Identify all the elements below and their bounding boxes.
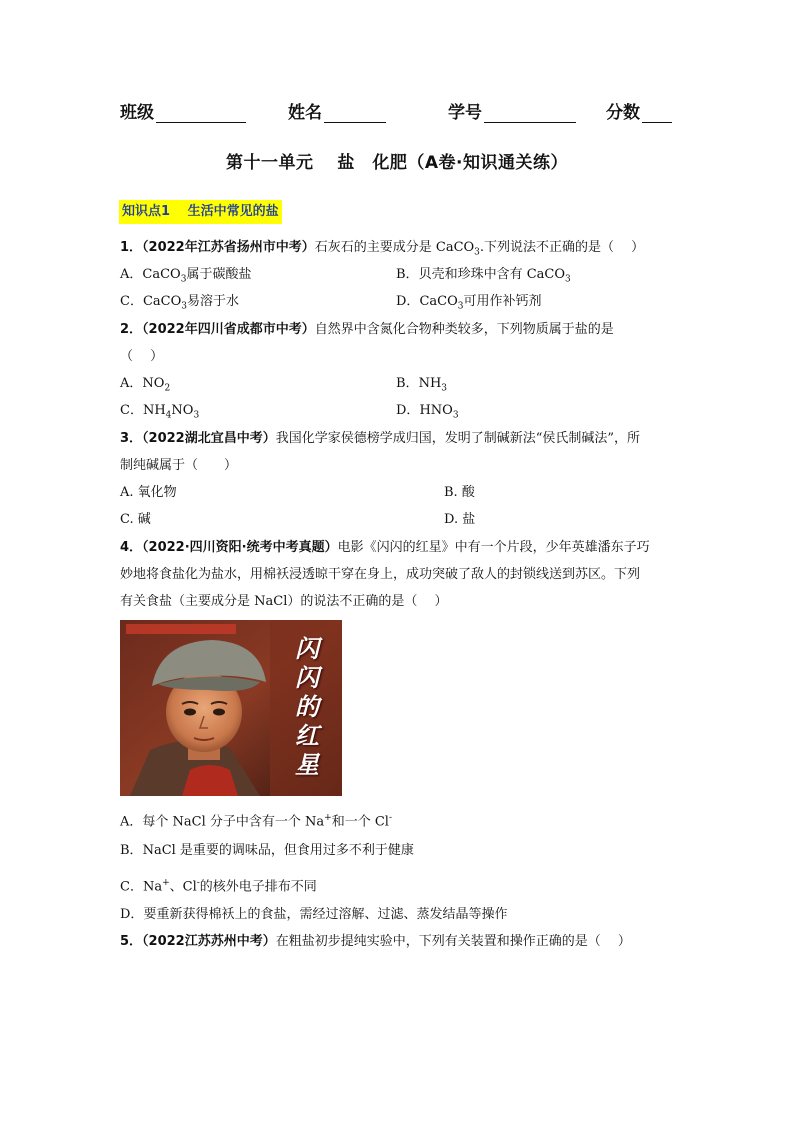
question-1-option-b[interactable]	[396, 266, 571, 289]
question-4-option-c[interactable]	[120, 874, 317, 896]
question-1-option-c[interactable]	[120, 293, 239, 316]
question-source: （2022湖北宜昌中考）	[142, 431, 276, 446]
option-text: CaCO	[142, 267, 181, 282]
question-text: 石灰石的主要成分是 CaCO	[314, 240, 475, 255]
subscript: 4	[165, 410, 172, 421]
question-5-stem	[120, 933, 631, 951]
question-text: 我国化学家侯德榜学成归国，发明了制碱新法“侯氏制碱法”，所	[275, 431, 641, 446]
option-text: 贝壳和珍珠中含有 CaCO	[418, 267, 565, 282]
option-text: 、Cl	[169, 879, 197, 895]
option-text: 氧化物	[137, 485, 177, 500]
option-label: C．	[120, 403, 143, 418]
class-label: 班级	[120, 103, 154, 123]
question-2-option-a[interactable]	[120, 375, 170, 398]
option-text: CaCO	[142, 294, 182, 309]
option-label: A．	[120, 814, 143, 830]
option-label: D．	[396, 403, 420, 418]
option-label: C．	[120, 879, 143, 895]
subscript: 3	[452, 410, 459, 421]
question-text: .下列说法不正确的是（ ）	[479, 240, 645, 255]
question-2-stem-line2: （ ）	[120, 349, 164, 364]
page-title: 第十一单元 盐 化肥（A卷·知识通关练）	[225, 153, 569, 173]
question-number: 5．	[120, 934, 143, 949]
movie-still-image	[120, 620, 342, 796]
option-label: C.	[120, 512, 138, 527]
option-text: 和一个 Cl	[331, 814, 389, 830]
option-text: 属于碳酸盐	[186, 267, 252, 282]
question-3-option-a[interactable]	[120, 484, 177, 502]
question-4-stem-line2: 妙地将食盐化为盐水，用棉袄浸透晾干穿在身上，成功突破了敌人的封锁线送到苏区。下列	[120, 567, 641, 582]
option-text: NaCl 是重要的调味品，但食用过多不利于健康	[142, 843, 414, 858]
question-source: （2022江苏苏州中考）	[142, 934, 276, 949]
class-field	[120, 98, 246, 123]
option-label: B．	[396, 267, 419, 282]
class-blank[interactable]	[156, 104, 246, 123]
option-text: 每个 NaCl 分子中含有一个 Na	[142, 814, 325, 830]
subscript: 3	[474, 247, 480, 258]
option-text: 碱	[137, 512, 151, 527]
option-label: D．	[396, 294, 420, 309]
name-field	[288, 98, 386, 123]
option-label: C．	[120, 294, 143, 309]
question-number: 4．	[120, 540, 143, 555]
question-2-option-b[interactable]	[396, 375, 447, 398]
question-1-stem	[120, 239, 644, 262]
option-label: A．	[120, 376, 143, 391]
option-label: D.	[444, 512, 463, 527]
question-text: 电影《闪闪的红星》中有一个片段，少年英雄潘东子巧	[337, 540, 650, 555]
subscript: 3	[193, 410, 200, 421]
option-text: NH	[142, 403, 166, 418]
question-4-option-d[interactable]	[120, 906, 507, 924]
option-label: D．	[120, 907, 144, 922]
subscript: 2	[164, 383, 171, 394]
subscript: 3	[181, 301, 187, 312]
name-label: 姓名	[288, 103, 322, 123]
question-3-option-b[interactable]	[444, 484, 475, 502]
question-2-stem	[120, 321, 614, 339]
question-4-stem-line3: 有关食盐（主要成分是 NaCl）的说法不正确的是（ ）	[120, 594, 448, 609]
option-text: NH	[418, 376, 442, 391]
score-field	[606, 98, 672, 123]
question-3-stem-line2: 制纯碱属于（ ）	[120, 458, 238, 473]
subscript: 3	[441, 383, 448, 394]
option-text: 酸	[461, 485, 475, 500]
option-label: A.	[120, 485, 138, 500]
question-source: （2022年四川省成都市中考）	[142, 322, 315, 337]
question-3-stem	[120, 430, 640, 448]
question-1-option-d[interactable]	[396, 293, 542, 316]
superscript: +	[162, 878, 170, 888]
option-label: B．	[396, 376, 419, 391]
option-text: Na	[142, 879, 163, 895]
option-label: B.	[444, 485, 462, 500]
question-text: 在粗盐初步提纯实验中，下列有关装置和操作正确的是（ ）	[275, 934, 631, 949]
question-4-option-a[interactable]	[120, 809, 392, 831]
option-text: CaCO	[419, 294, 458, 309]
student-info-row	[120, 98, 680, 124]
question-3-option-d[interactable]	[444, 511, 475, 529]
question-number: 2．	[120, 322, 143, 337]
question-2-option-d[interactable]	[396, 402, 459, 425]
superscript: -	[196, 878, 200, 888]
question-4-option-b[interactable]	[120, 842, 414, 860]
option-text: 易溶于水	[187, 294, 240, 309]
superscript: +	[324, 813, 332, 823]
option-text: NO	[142, 376, 165, 391]
name-blank[interactable]	[324, 104, 386, 123]
score-label: 分数	[606, 103, 640, 123]
question-1-option-a[interactable]	[120, 266, 251, 289]
option-text: 要重新获得棉袄上的食盐，需经过溶解、过滤、蒸发结晶等操作	[143, 907, 508, 922]
subscript: 3	[180, 274, 187, 285]
option-text: NO	[171, 403, 194, 418]
option-text: HNO	[419, 403, 453, 418]
section-heading: 知识点1 生活中常见的盐	[119, 200, 282, 224]
student-id-label: 学号	[448, 103, 482, 123]
question-number: 3．	[120, 431, 143, 446]
option-text: 盐	[462, 512, 476, 527]
option-text: 的核外电子排布不同	[199, 879, 317, 895]
movie-title-text: 闪闪的红星	[295, 634, 319, 779]
question-text: 自然界中含氮化合物种类较多，下列物质属于盐的是	[314, 322, 614, 337]
student-id-blank[interactable]	[484, 104, 576, 123]
question-4-stem	[120, 539, 650, 557]
subscript: 3	[457, 301, 464, 312]
option-text: 可用作补钙剂	[463, 294, 542, 309]
question-number: 1．	[120, 240, 143, 255]
score-blank[interactable]	[642, 104, 672, 123]
option-label: B．	[120, 843, 143, 858]
superscript: -	[388, 813, 392, 823]
option-label: A．	[120, 267, 143, 282]
question-2-option-c[interactable]	[120, 402, 199, 425]
subscript: 3	[565, 274, 571, 285]
question-3-option-c[interactable]	[120, 511, 151, 529]
question-source: （2022·四川资阳·统考中考真题）	[142, 540, 338, 555]
student-id-field	[448, 98, 576, 123]
question-source: （2022年江苏省扬州市中考）	[142, 240, 315, 255]
